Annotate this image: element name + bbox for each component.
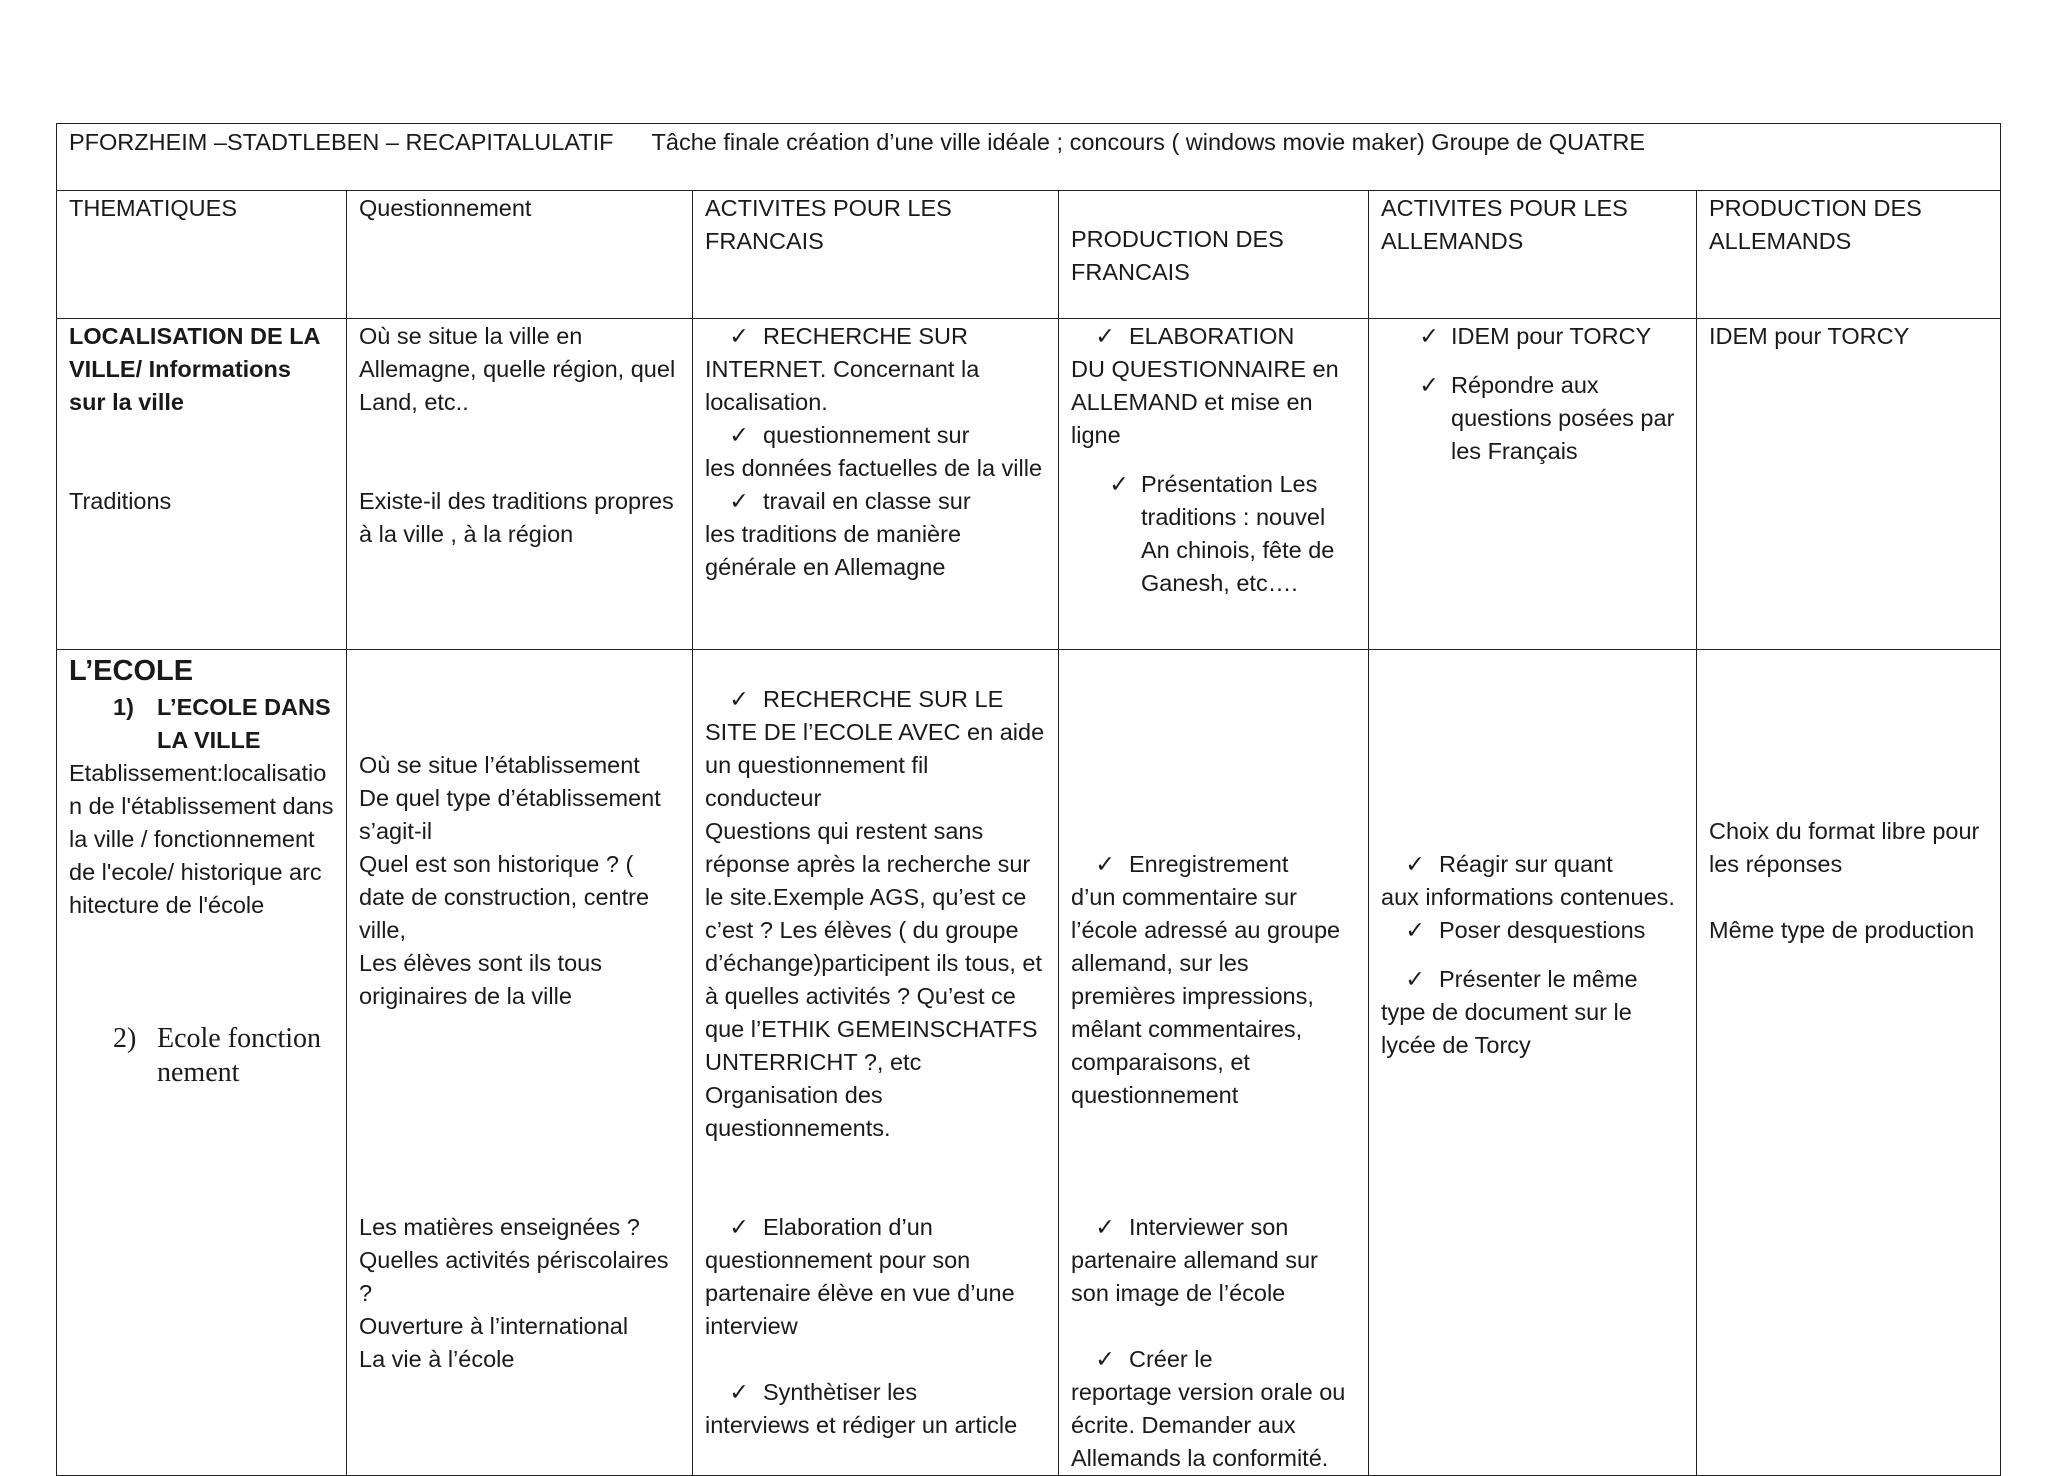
question-ecole-block1: Où se situe l’établissement De quel type d’établissement s’agit-il Quel est son historique ? ( date de construction, centre ville, Les élèves sont ils tous originaires de la ville (359, 752, 661, 1009)
question-ecole-block2: Les matières enseignées ? Quelles activités périscolaires ? Ouverture à l’international La vie à l’école (359, 1214, 669, 1372)
check-icon: ✓ (1095, 1346, 1115, 1372)
cell-question-ecole (347, 650, 693, 1476)
check-icon: ✓ (1095, 323, 1115, 349)
header-questionnement: Questionnement (347, 191, 693, 319)
title-right: Tâche finale création d’une ville idéale ; concours ( windows movie maker) Groupe de QUATRE (651, 129, 1646, 155)
theme-ecole-sub2: Ecole fonctionnement (157, 1023, 322, 1088)
check-icon: ✓ (1109, 471, 1129, 497)
cell-production-de-ecole (1697, 650, 2001, 1476)
recap-document (56, 123, 2000, 1476)
header-production-allemands: PRODUCTION DES ALLEMANDS (1697, 191, 2001, 319)
cell-production-fr-localisation: ✓ ELABORATION DU QUESTIONNAIRE en ALLEMAND et mise en ligne ✓ Présentation Les traditions : nouvel An chinois, fête de Ganesh, etc…. (1059, 319, 1369, 650)
production-de-format: Choix du format libre pour les réponses (1709, 818, 1980, 877)
row-localisation (57, 319, 2001, 650)
check-icon: ✓ (1405, 917, 1425, 943)
row-ecole (57, 650, 2001, 1476)
check-icon: ✓ (1095, 1214, 1115, 1240)
cell-theme-localisation (57, 319, 347, 650)
header-thematiques: THEMATIQUES (57, 191, 347, 319)
header-row (57, 191, 2001, 319)
theme-ecole-sub1: L’ECOLE DANS LA VILLE (157, 694, 331, 753)
production-de-meme-type: Même type de production (1709, 917, 1975, 943)
header-activites-francais: ACTIVITES POUR LES FRANCAIS (693, 191, 1059, 319)
theme-ecole-description: Etablissement:localisation de l'établissement dans la ville / fonctionnement de l'ecole/ historique architecture de l'école (69, 760, 334, 918)
check-icon: ✓ (729, 422, 749, 448)
check-icon: ✓ (1405, 966, 1425, 992)
check-icon: ✓ (729, 323, 749, 349)
check-icon: ✓ (729, 488, 749, 514)
recap-table (56, 123, 2001, 1476)
cell-question-localisation (347, 319, 693, 650)
cell-production-fr-ecole: ✓ Enregistrement d’un commentaire sur l’école adressé au groupe allemand, sur les premières impressions, mêlant commentaires, comparaisons, et questionnement ✓ Interviewer son partenaire allemand sur son image de l’école ✓ Créer le reportage version orale ou écrite. Demander aux Allemands la conformité. (1059, 650, 1369, 1476)
check-icon: ✓ (729, 1214, 749, 1240)
header-production-francais: PRODUCTION DES FRANCAIS (1059, 191, 1369, 319)
cell-theme-ecole: L’ECOLE 1) L’ECOLE DANS LA VILLE Etablissement:localisation de l'établissement dans la ville / fonctionnement de l'ecole/ historique architecture de l'école 2) Ecole fonctionnement (57, 650, 347, 1476)
question-traditions: Existe-il des traditions propres à la ville , à la région (359, 488, 674, 547)
cell-activites-fr-ecole: ✓ RECHERCHE SUR LE SITE DE l’ECOLE AVEC en aide un questionnement fil conducteur Questions qui restent sans réponse après la recherche sur le site.Exemple AGS, qu’est ce c’est ? Les élèves ( du groupe d’échange)participent ils tous, et à quelles activités ? Qu’est ce que l’ETHIK GEMEINSCHATFS UNTERRICHT ?, etc Organisation des questionnements. ✓ Elaboration d’un questionnement pour son partenaire élève en vue d’une interview ✓ Synthètiser les interviews et rédiger un article (693, 650, 1059, 1476)
theme-ecole-title: L’ECOLE (69, 655, 194, 687)
check-icon: ✓ (729, 686, 749, 712)
cell-activites-fr-localisation: ✓ RECHERCHE SUR INTERNET. Concernant la localisation. ✓ questionnement sur les données factuelles de la ville ✓ travail en classe sur les traditions de manière générale en Allemagne (693, 319, 1059, 650)
check-icon: ✓ (1419, 323, 1439, 349)
cell-activites-de-ecole: ✓ Réagir sur quant aux informations contenues. ✓ Poser desquestions ✓ Présenter le même type de document sur le lycée de Torcy (1369, 650, 1697, 1476)
cell-activites-de-localisation: ✓ IDEM pour TORCY ✓ Répondre aux questions posées par les Français (1369, 319, 1697, 650)
theme-localisation-title: LOCALISATION DE LA VILLE/ Informations sur la ville (69, 323, 320, 415)
title-left: PFORZHEIM –STADTLEBEN – RECAPITALULATIF (69, 129, 614, 155)
check-icon: ✓ (1419, 372, 1439, 398)
theme-traditions: Traditions (69, 488, 172, 514)
check-icon: ✓ (1095, 851, 1115, 877)
question-localisation: Où se situe la ville en Allemagne, quelle région, quel Land, etc.. (359, 323, 676, 415)
cell-production-de-localisation: IDEM pour TORCY (1697, 319, 2001, 650)
title-row (57, 124, 2001, 191)
header-activites-allemands: ACTIVITES POUR LES ALLEMANDS (1369, 191, 1697, 319)
title-cell (57, 124, 2001, 191)
check-icon: ✓ (1405, 851, 1425, 877)
check-icon: ✓ (729, 1379, 749, 1405)
